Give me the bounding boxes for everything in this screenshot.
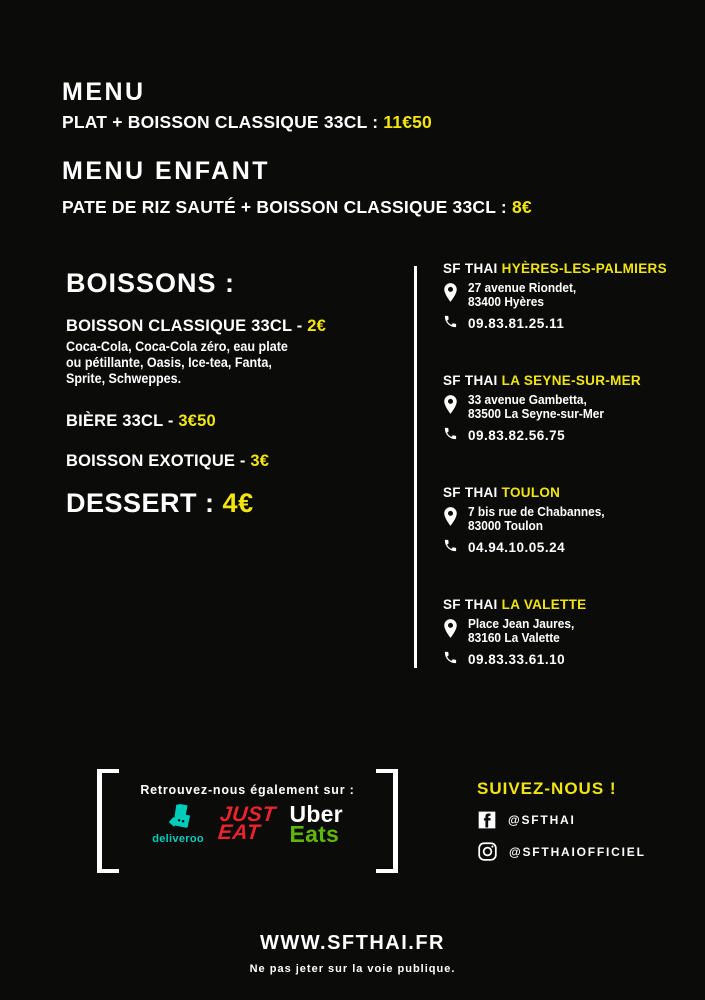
drink-desc-line: Coca-Cola, Coca-Cola zéro, eau plate bbox=[66, 339, 288, 354]
location-phone: 09.83.33.61.10 bbox=[468, 652, 566, 667]
location-city: TOULON bbox=[501, 485, 561, 500]
drink-classique-price: 2€ bbox=[307, 317, 327, 335]
drink-exotique-price: 3€ bbox=[250, 452, 270, 470]
location-brand: SF THAI bbox=[443, 261, 498, 276]
location-la-seyne bbox=[443, 373, 693, 443]
drink-biere-label: BIÈRE 33CL - bbox=[66, 412, 174, 430]
social-title: SUIVEZ-NOUS ! bbox=[477, 779, 617, 798]
address-line1: 7 bis rue de Chabannes, bbox=[468, 505, 605, 519]
menu-title: MENU bbox=[62, 78, 146, 106]
deliveroo-label: deliveroo bbox=[152, 833, 204, 845]
pin-icon bbox=[443, 618, 458, 639]
location-brand: SF THAI bbox=[443, 597, 498, 612]
menu-enfant-offer-line bbox=[62, 197, 532, 218]
drink-biere-price: 3€50 bbox=[178, 412, 216, 430]
delivery-partners-frame bbox=[97, 769, 398, 873]
social-section bbox=[477, 779, 646, 862]
location-address bbox=[468, 282, 576, 309]
location-city: LA SEYNE-SUR-MER bbox=[501, 373, 641, 388]
location-address-row bbox=[443, 618, 693, 645]
menu-enfant-offer-price: 8€ bbox=[511, 197, 532, 217]
drink-exotique bbox=[66, 452, 414, 471]
phone-icon bbox=[443, 650, 458, 665]
facebook-row bbox=[477, 810, 646, 830]
menu-offer-price: 11€50 bbox=[383, 112, 432, 132]
address-line2: 83000 Toulon bbox=[468, 518, 544, 533]
address-line2: 83160 La Valette bbox=[468, 630, 560, 645]
instagram-icon bbox=[477, 841, 498, 862]
drink-desc-line: Sprite, Schweppes. bbox=[66, 371, 182, 386]
address-line2: 83400 Hyères bbox=[468, 294, 544, 309]
facebook-handle: @SFTHAI bbox=[508, 813, 576, 827]
drink-biere bbox=[66, 412, 414, 431]
instagram-row bbox=[477, 841, 646, 862]
location-address-row bbox=[443, 394, 693, 421]
drinks-section bbox=[66, 268, 414, 519]
location-city: LA VALETTE bbox=[501, 597, 587, 612]
drink-classique-description bbox=[66, 339, 390, 387]
location-address-row bbox=[443, 506, 693, 533]
location-phone: 09.83.81.25.11 bbox=[468, 316, 565, 331]
drink-classique bbox=[66, 317, 414, 336]
partners-heading: Retrouvez-nous également sur : bbox=[140, 783, 355, 797]
dessert-price: 4€ bbox=[222, 488, 254, 518]
phone-icon bbox=[443, 426, 458, 441]
justeat-word-just: JUST bbox=[218, 802, 277, 826]
deliveroo-logo bbox=[152, 802, 204, 845]
location-brand: SF THAI bbox=[443, 373, 498, 388]
justeat-word-eat: EAT bbox=[216, 820, 262, 844]
location-address bbox=[468, 506, 605, 533]
location-phone-row bbox=[443, 538, 693, 555]
location-city: HYÈRES-LES-PALMIERS bbox=[501, 261, 667, 276]
location-address bbox=[468, 394, 604, 421]
pin-icon bbox=[443, 394, 458, 415]
location-address-row bbox=[443, 282, 693, 309]
location-phone-row bbox=[443, 426, 693, 443]
location-brand: SF THAI bbox=[443, 485, 498, 500]
dessert-line bbox=[66, 488, 414, 519]
locations-section bbox=[443, 261, 693, 709]
location-heading bbox=[443, 597, 693, 612]
location-heading bbox=[443, 261, 693, 276]
location-phone-row bbox=[443, 650, 693, 667]
phone-icon bbox=[443, 314, 458, 329]
eats-word: Eats bbox=[289, 820, 339, 847]
location-phone-row bbox=[443, 314, 693, 331]
menu-offer-line bbox=[62, 112, 432, 133]
drink-desc-line: ou pétillante, Oasis, Ice-tea, Fanta, bbox=[66, 355, 272, 370]
location-phone: 09.83.82.56.75 bbox=[468, 428, 566, 443]
address-line1: 27 avenue Riondet, bbox=[468, 281, 577, 295]
phone-icon bbox=[443, 538, 458, 553]
menu-enfant-title: MENU ENFANT bbox=[62, 157, 271, 185]
uber-word: Uber bbox=[289, 800, 343, 827]
dessert-label: DESSERT : bbox=[66, 488, 215, 518]
footer-note: Ne pas jeter sur la voie publique. bbox=[249, 963, 456, 975]
address-line2: 83500 La Seyne-sur-Mer bbox=[468, 406, 604, 421]
justeat-logo bbox=[216, 802, 277, 844]
website-url: WWW.SFTHAI.FR bbox=[259, 932, 446, 954]
address-line1: Place Jean Jaures, bbox=[468, 617, 575, 631]
menu-enfant-offer-text: PATE DE RIZ SAUTÉ + BOISSON CLASSIQUE 33CL : bbox=[62, 197, 507, 217]
location-toulon bbox=[443, 485, 693, 555]
location-heading bbox=[443, 485, 693, 500]
location-la-valette bbox=[443, 597, 693, 667]
location-hyeres bbox=[443, 261, 693, 331]
menu-offer-text: PLAT + BOISSON CLASSIQUE 33CL : bbox=[62, 112, 379, 132]
partners-logos bbox=[97, 802, 398, 845]
vertical-divider bbox=[414, 266, 417, 668]
location-heading bbox=[443, 373, 693, 388]
pin-icon bbox=[443, 506, 458, 527]
deliveroo-icon bbox=[162, 802, 194, 834]
instagram-handle: @SFTHAIOFFICIEL bbox=[509, 844, 646, 859]
pin-icon bbox=[443, 282, 458, 303]
drink-exotique-label: BOISSON EXOTIQUE - bbox=[66, 452, 246, 470]
address-line1: 33 avenue Gambetta, bbox=[468, 393, 587, 407]
location-phone: 04.94.10.05.24 bbox=[468, 540, 566, 555]
ubereats-logo bbox=[289, 800, 343, 847]
drink-classique-label: BOISSON CLASSIQUE 33CL - bbox=[66, 317, 303, 335]
location-address bbox=[468, 618, 574, 645]
facebook-icon bbox=[477, 810, 497, 830]
drinks-title: BOISSONS : bbox=[66, 268, 236, 298]
